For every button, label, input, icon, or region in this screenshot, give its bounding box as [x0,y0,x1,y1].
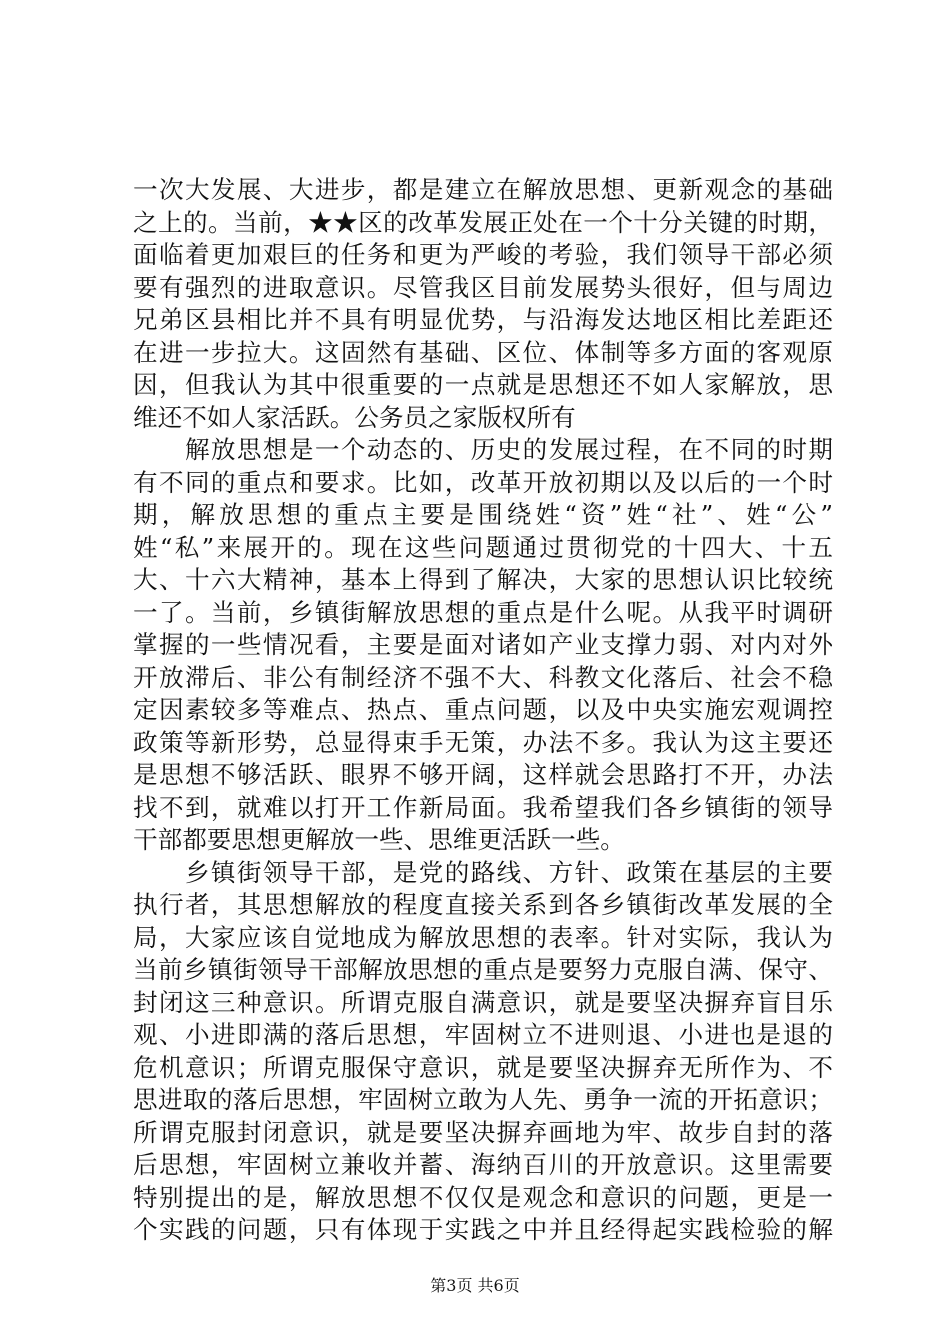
text-line: 大、十六大精神，基本上得到了解决，大家的思想认识比较统 [133,565,833,594]
text-line: 找不到，就难以打开工作新局面。我希望我们各乡镇街的领导 [133,792,833,822]
text-line: 危机意识；所谓克服保守意识，就是要坚决摒弃无所作为、不 [133,1052,833,1082]
text-line: 局，大家应该自觉地成为解放思想的表率。针对实际，我认为 [133,922,833,952]
text-line: 开放滞后、非公有制经济不强不大、科教文化落后、社会不稳 [133,662,833,692]
text-line: 面临着更加艰巨的任务和更为严峻的考验，我们领导干部必须 [133,240,833,269]
text-line: 思进取的落后思想，牢固树立敢为人先、勇争一流的开拓意识； [133,1085,833,1114]
text-line: 乡镇街领导干部，是党的路线、方针、政策在基层的主要 [133,857,833,887]
text-line: 当前乡镇街领导干部解放思想的重点是要努力克服自满、保守、 [133,955,833,984]
text-line: 因，但我认为其中很重要的一点就是思想还不如人家解放，思 [133,370,833,399]
text-line: 政策等新形势，总显得束手无策，办法不多。我认为这主要还 [133,727,833,757]
text-line: 后思想，牢固树立兼收并蓄、海纳百川的开放意识。这里需要 [133,1150,833,1179]
text-line: 一了。当前，乡镇街解放思想的重点是什么呢。从我平时调研 [133,597,833,627]
text-line: 是思想不够活跃、眼界不够开阔，这样就会思路打不开，办法 [133,760,833,789]
text-line: 特别提出的是，解放思想不仅仅是观念和意识的问题，更是一 [133,1182,833,1212]
text-line: 期，解放思想的重点主要是围绕姓“资”姓“社”、姓“公” [133,500,833,529]
text-line: 兄弟区县相比并不具有明显优势，与沿海发达地区相比差距还 [133,305,833,334]
body-text [133,174,833,1247]
text-line: 姓“私”来展开的。现在这些问题通过贯彻党的十四大、十五 [133,532,833,562]
text-line: 定因素较多等难点、热点、重点问题，以及中央实施宏观调控 [133,695,833,724]
text-line: 有不同的重点和要求。比如，改革开放初期以及以后的一个时 [133,467,833,497]
text-line: 干部都要思想更解放一些、思维更活跃一些。 [133,825,625,854]
text-line: 在进一步拉大。这固然有基础、区位、体制等多方面的客观原 [133,337,833,367]
text-line: 解放思想是一个动态的、历史的发展过程，在不同的时期 [133,435,833,464]
text-line: 一次大发展、大进步，都是建立在解放思想、更新观念的基础 [133,175,833,204]
text-line: 掌握的一些情况看，主要是面对诸如产业支撑力弱、对内对外 [133,630,833,659]
text-line: 执行者，其思想解放的程度直接关系到各乡镇街改革发展的全 [133,890,833,919]
text-line: 个实践的问题，只有体现于实践之中并且经得起实践检验的解 [133,1215,833,1244]
text-line: 所谓克服封闭意识，就是要坚决摒弃画地为牢、故步自封的落 [133,1117,833,1147]
page-footer: 第3页 共6页 [430,1276,520,1295]
text-line: 之上的。当前，★★区的改革发展正处在一个十分关键的时期， [133,207,833,237]
text-line: 要有强烈的进取意识。尽管我区目前发展势头很好，但与周边 [133,272,833,302]
text-line: 观、小进即满的落后思想，牢固树立不进则退、小进也是退的 [133,1020,833,1049]
text-line: 封闭这三种意识。所谓克服自满意识，就是要坚决摒弃盲目乐 [133,987,833,1017]
text-line: 维还不如人家活跃。公务员之家版权所有 [133,402,576,432]
